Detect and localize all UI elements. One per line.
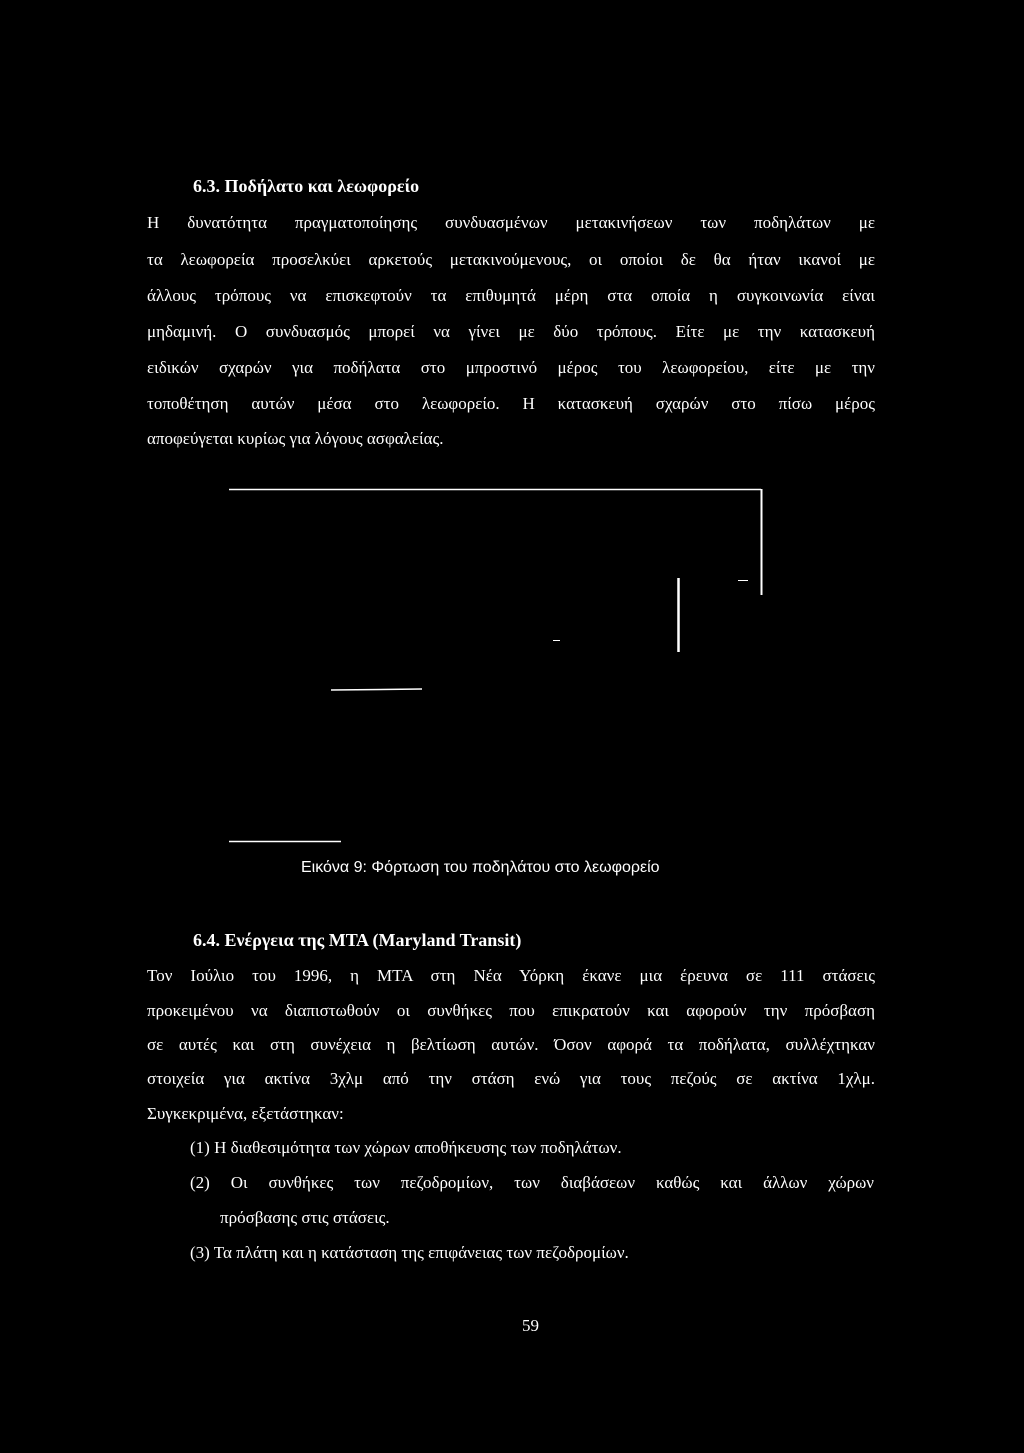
paragraph-line: αποφεύγεται κυρίως για λόγους ασφαλείας. [147, 429, 444, 448]
list-item-line: (3) Τα πλάτη και η κατάσταση της επιφάνειας των πεζοδρομίων. [190, 1243, 629, 1262]
paragraph-line: προκειμένου να διαπιστωθούν οι συνθήκες που επικρατούν και αφορούν την πρόσβαση [147, 1001, 875, 1020]
paragraph-line: Τον Ιούλιο του 1996, η ΜΤΑ στη Νέα Υόρκη έκανε μια έρευνα σε 111 στάσεις [147, 966, 875, 985]
paragraph-line: τα λεωφορεία προσελκύει αρκετούς μετακινούμενους, οι οποίοι δε θα ήταν ικανοί με [147, 250, 875, 269]
paragraph-line: τοποθέτηση αυτών μέσα στο λεωφορείο. Η κατασκευή σχαρών στο πίσω μέρος [147, 394, 875, 413]
list-item-line: πρόσβασης στις στάσεις. [220, 1208, 390, 1227]
paragraph-line: στοιχεία για ακτίνα 3χλμ από την στάση ενώ για τους πεζούς σε ακτίνα 1χλμ. [147, 1069, 875, 1088]
list-item-line: (2) Οι συνθήκες των πεζοδρομίων, των διαβάσεων καθώς και άλλων χώρων [190, 1173, 874, 1192]
paragraph-line: ειδικών σχαρών για ποδήλατα στο μπροστινό μέρος του λεωφορείου, είτε με την [147, 358, 875, 377]
section-6-4-heading: 6.4. Ενέργεια της ΜΤΑ (Maryland Transit) [193, 930, 522, 950]
section-6-3-heading: 6.3. Ποδήλατο και λεωφορείο [193, 176, 420, 196]
list-item-line: (1) Η διαθεσιμότητα των χώρων αποθήκευσης των ποδηλάτων. [190, 1138, 622, 1157]
page-number: 59 [522, 1316, 539, 1335]
paragraph-line: Η δυνατότητα πραγματοποίησης συνδυασμένων μετακινήσεων των ποδηλάτων με [147, 213, 875, 232]
paragraph-line: σε αυτές και στη συνέχεια η βελτίωση αυτών. Όσον αφορά τα ποδήλατα, συλλέχτηκαν [147, 1035, 875, 1054]
paragraph-line: Συγκεκριμένα, εξετάστηκαν: [147, 1104, 344, 1123]
paragraph-line: μηδαμινή. Ο συνδυασμός μπορεί να γίνει με δύο τρόπους. Είτε με την κατασκευή [147, 322, 875, 341]
figure-caption: Εικόνα 9: Φόρτωση του ποδηλάτου στο λεωφορείο [301, 859, 660, 876]
paragraph-line: άλλους τρόπους να επισκεφτούν τα επιθυμητά μέρη στα οποία η συγκοινωνία είναι [147, 286, 875, 305]
